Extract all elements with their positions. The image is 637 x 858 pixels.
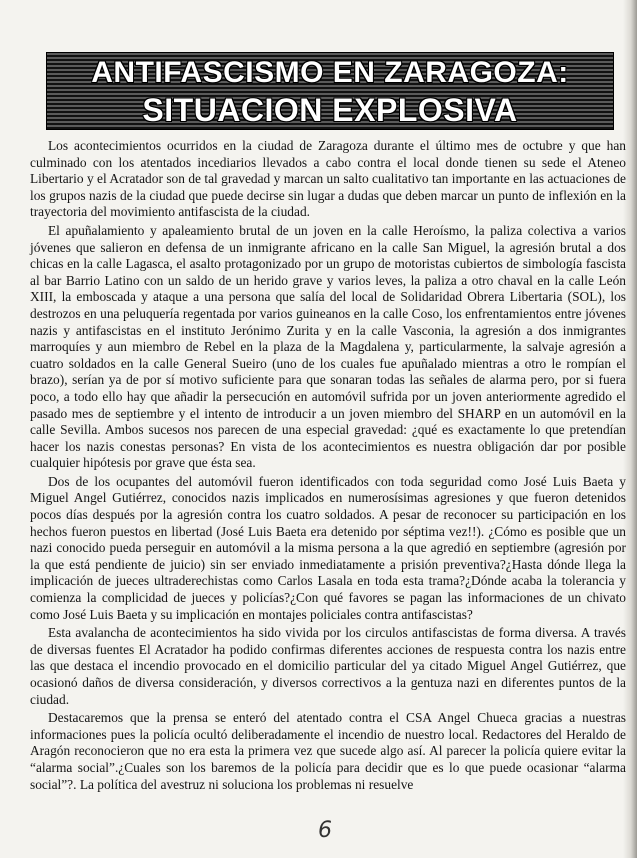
headline-line-2: SITUACION EXPLOSIVA <box>142 92 518 128</box>
paragraph-1: Los acontecimientos ocurridos en la ciudad de Zaragoza durante el último mes de octubre y que han culminado con los atentados incediarios llevados a cabo contra el local donde tienen su sede el Ateneo Libertario y el Acratador son de tal gravedad y marcan un salto cualitativo tan importante en las actuaciones de los grupos nazis de la ciudad que puede decirse sin lugar a dudas que deben marcar un punto de inflexión en la trayectoria del movimiento antifascista de la ciudad. <box>30 138 626 220</box>
paragraph-4: Esta avalancha de acontecimientos ha sido vivida por los circulos antifascistas de forma diversa. A través de diversas fuentes El Acratador ha podido confirmas diferentes acciones de respuesta contra los nazis entre las que destaca el incendio provocado en el domicilio particular del ya citado Miguel Angel Gutiérrez, que ocasionó daños de diversa consideración, y diversos correctivos a la gentuza nazi en diferentes puntos de la ciudad. <box>30 625 626 707</box>
page-number: 6 <box>318 818 332 843</box>
paragraph-3: Dos de los ocupantes del automóvil fueron identificados con toda seguridad como José Luis Baeta y Miguel Angel Gutiérrez, conocidos nazis implicados en numerosísimas agresiones y que fueron detenidos pocos días después por la agresión contra los cuatro soldados. A pesar de reconocer su participación en los hechos fueron puestos en libertad (José Luis Baeta era detenido por séptima vez!!). ¿Cómo es posible que un nazi conocido pueda perseguir en automóvil a la misma persona a la que agredió en septiembre (agresión por la que está pendiente de juicio) sin ser enviado inmediatamente a prisión preventiva?¿Hasta dónde llega la implicación de jueces ultraderechistas como Carlos Lasala en toda esta trama?¿Dónde acaba la tolerancia y comienza la complicidad de jueces y policías?¿Con qué favores se pagan las informaciones de un chivato como José Luis Baeta y su implicación en montajes policiales contra antifascistas? <box>30 473 626 622</box>
paragraph-5: Destacaremos que la prensa se enteró del atentado contra el CSA Angel Chueca gracias a nuestras informaciones pues la policía ocultó deliberadamente el incendio de nuestro local. Redactores del Heraldo de Aragón reconocieron que no era esta la primera vez que sucede algo así. Al parecer la policía quiere evitar la “alarma social”.¿Cuales son los baremos de la policía para decidir que es lo que puede ocasionar “alarma social”?. La política del avestruz ni soluciona los problemas ni resuelve <box>30 710 626 792</box>
article-body <box>30 138 626 795</box>
headline-line-1: ANTIFASCISMO EN ZARAGOZA: <box>91 56 569 89</box>
paragraph-2: El apuñalamiento y apaleamiento brutal de un joven en la calle Heroísmo, la paliza colectiva a varios jóvenes que salieron en defensa de un inmigrante africano en la calle San Miguel, la agresión brutal a dos chicas en la calle Lagasca, el asalto protagonizado por un grupo de motoristas cubiertos de simbología fascista al bar Barrio Latino con un saldo de un herido grave y varios leves, la paliza a otro chaval en la calle León XIII, la emboscada y ataque a una persona que salía del local de Solidaridad Obrera Libertaria (SOL), los destrozos en una peluquería regentada por varios guineanos en la calle Coso, los enfrentamientos entre jóvenes nazis y antifascistas en el instituto Jerónimo Zurita y en la calle Vasconia, la agresión a dos inmigrantes marroquíes y aun miembro de Rebel en la plaza de la Magdalena y, particularmente, la salvaje agresión a cuatro soldados en la calle General Sueiro (uno de los cuales fue apuñalado mientras a otro le rompían el brazo), serían ya de por sí motivo suficiente para que sonaran todas las señales de alarma pero, por si fuera poco, a todo ello hay que añadir la persecución en automóvil sufrida por un joven anteriormente agredido el pasado mes de septiembre y el intento de introducir a un joven miembro del SHARP en un automóvil en la calle Sevilla. Ambos sucesos nos parecen de una especial gravedad: ¿qué es exactamente lo que pretendían hacer los nazis conestas personas? En vista de los acontecimientos es nuestra obligación dar por posible cualquier hipótesis por grave que ésta sea. <box>30 222 626 471</box>
headline-banner <box>46 52 614 130</box>
